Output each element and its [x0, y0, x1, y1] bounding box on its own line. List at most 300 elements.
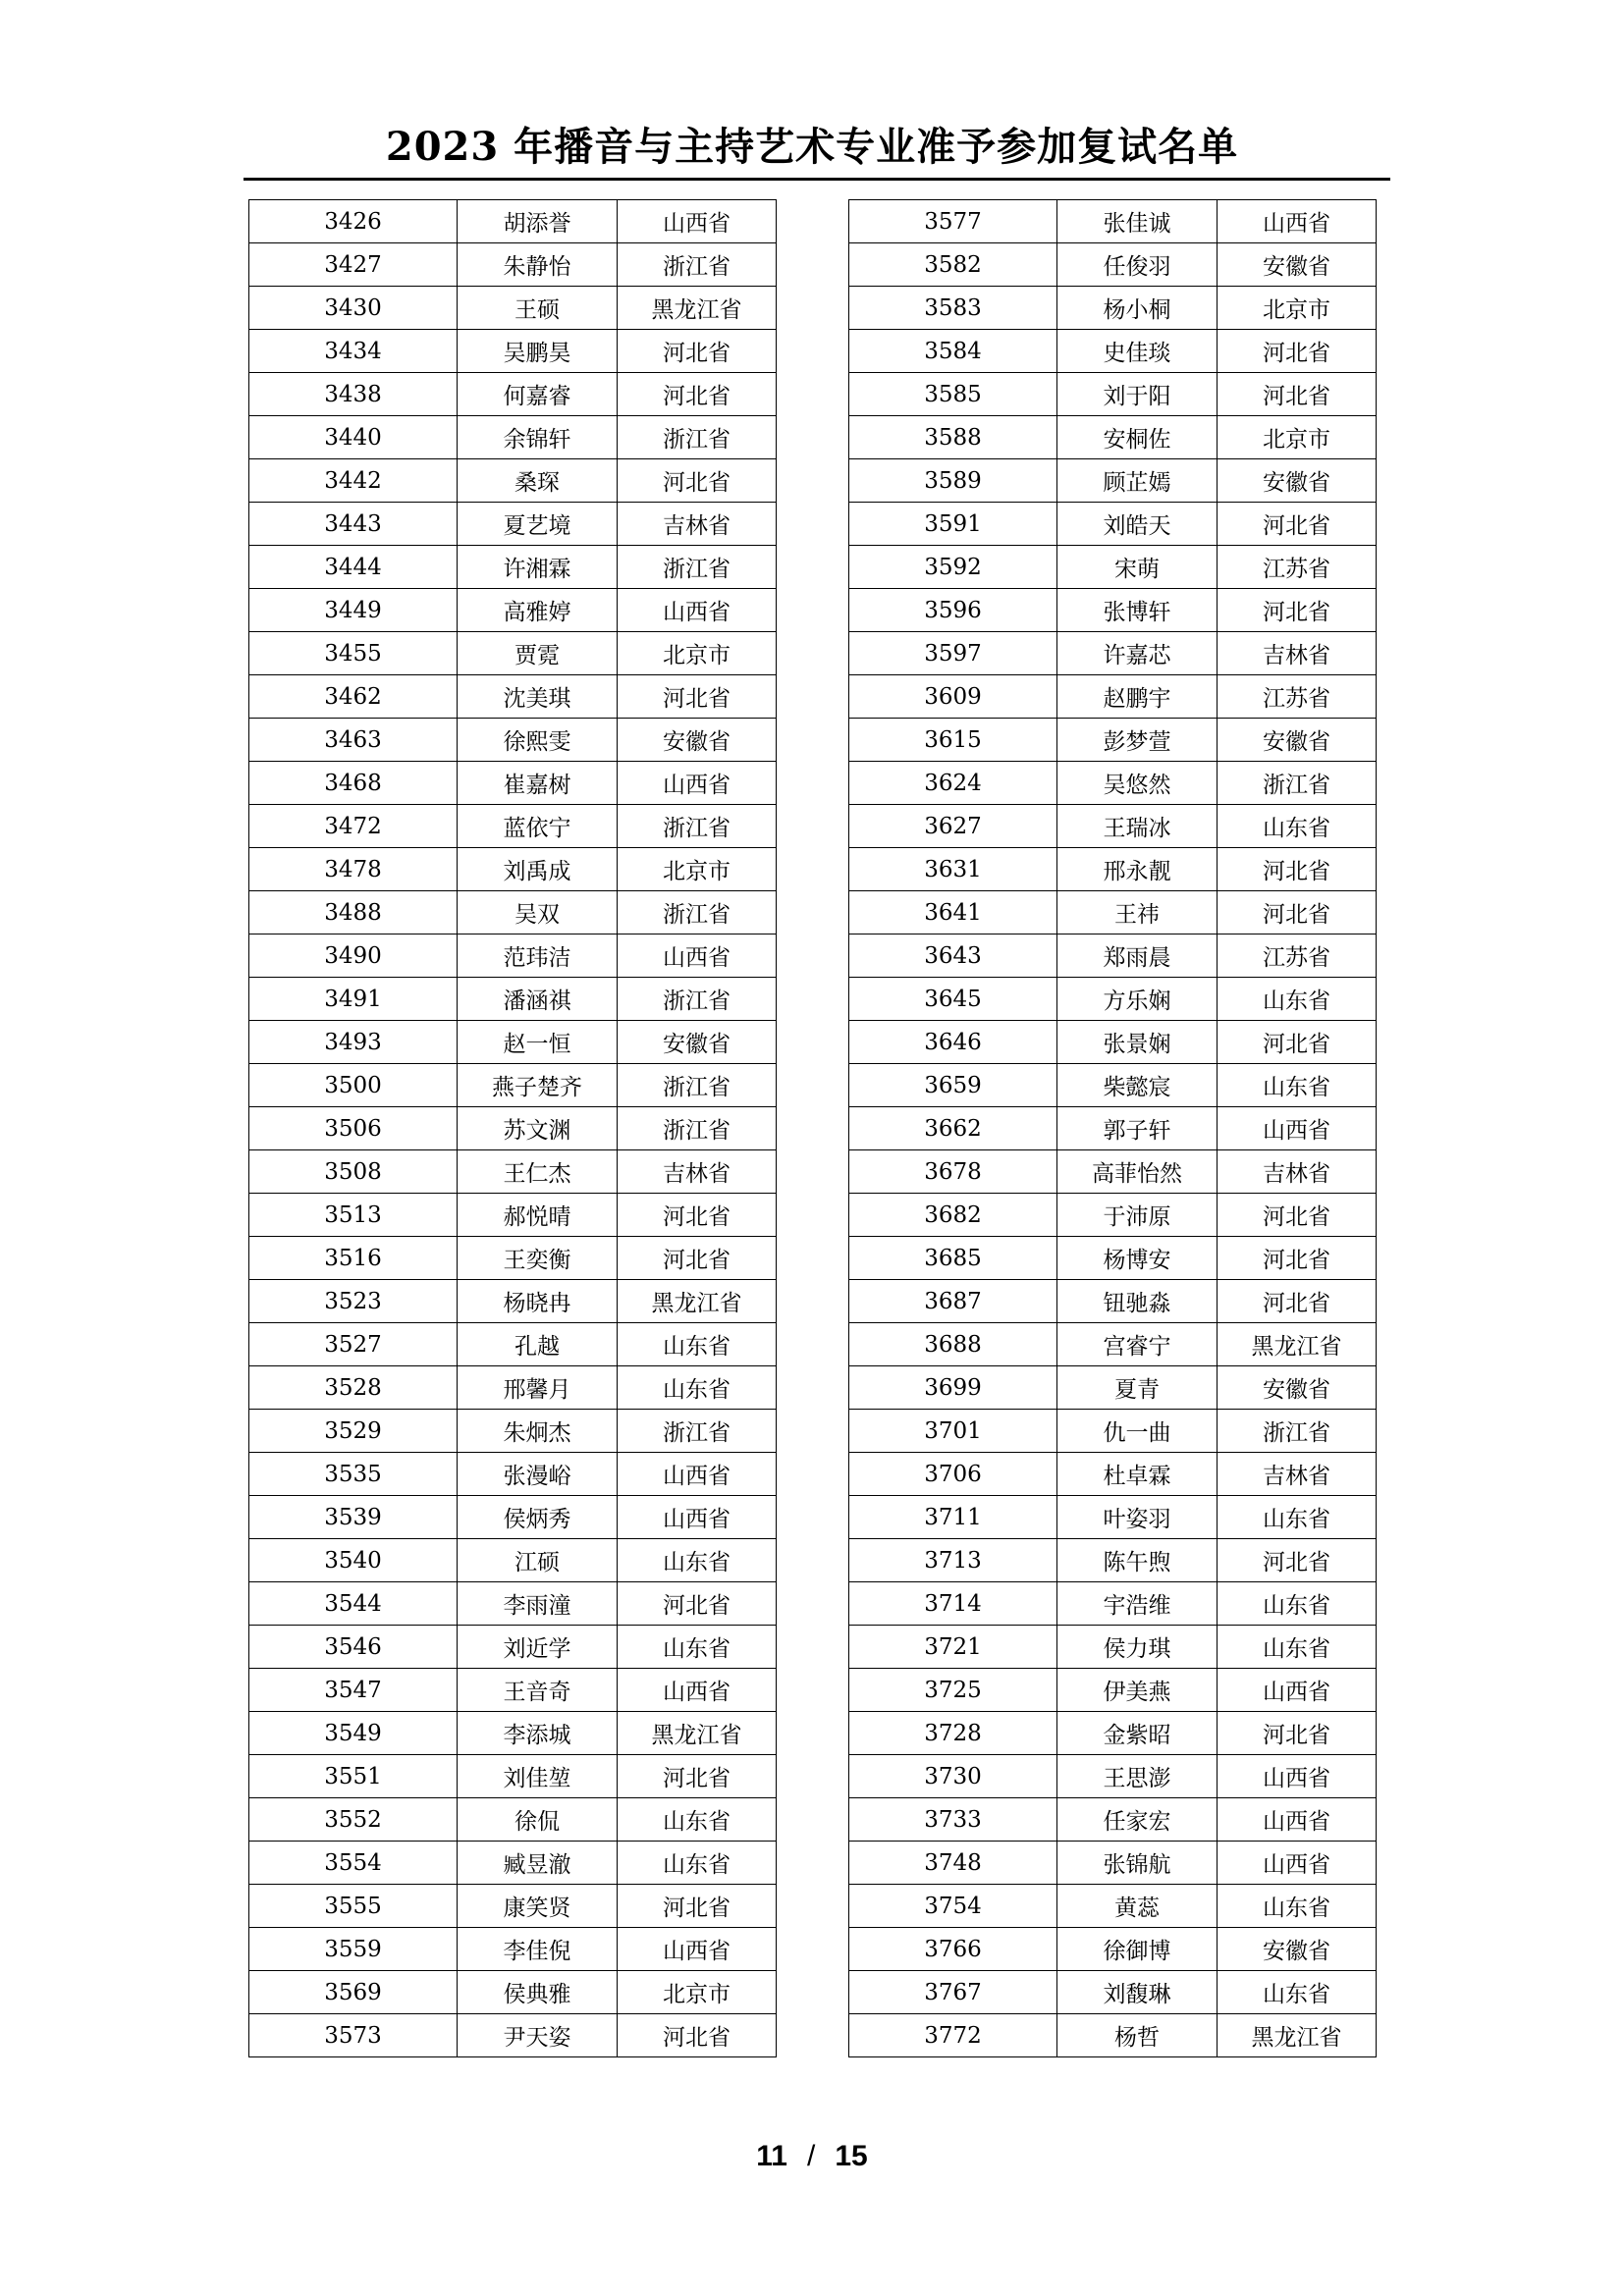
candidate-name-cell: 于沛原	[1057, 1194, 1218, 1237]
table-row	[249, 589, 777, 632]
table-row	[249, 1712, 777, 1755]
candidate-table-left	[248, 199, 777, 2057]
candidate-id-cell: 3687	[849, 1280, 1057, 1323]
table-row	[849, 1323, 1377, 1366]
candidate-id-cell: 3627	[849, 805, 1057, 848]
candidate-id-cell: 3559	[249, 1928, 458, 1971]
candidate-id-cell: 3434	[249, 330, 458, 373]
candidate-id-cell: 3462	[249, 675, 458, 719]
candidate-name-cell: 许湘霖	[458, 546, 618, 589]
candidate-province-cell: 北京市	[1218, 416, 1377, 459]
candidate-province-cell: 黑龙江省	[618, 1712, 777, 1755]
candidate-name-cell: 任家宏	[1057, 1798, 1218, 1842]
candidate-name-cell: 王硕	[458, 287, 618, 330]
table-row	[849, 1885, 1377, 1928]
candidate-province-cell: 北京市	[618, 632, 777, 675]
candidate-province-cell: 山东省	[618, 1626, 777, 1669]
candidate-name-cell: 邢永靓	[1057, 848, 1218, 891]
candidate-province-cell: 北京市	[1218, 287, 1377, 330]
candidate-province-cell: 河北省	[618, 1885, 777, 1928]
table-row	[249, 1194, 777, 1237]
candidate-id-cell: 3643	[849, 934, 1057, 978]
candidate-id-cell: 3725	[849, 1669, 1057, 1712]
candidate-name-cell: 刘馥琳	[1057, 1971, 1218, 2014]
candidate-id-cell: 3549	[249, 1712, 458, 1755]
candidate-name-cell: 崔嘉树	[458, 762, 618, 805]
candidate-name-cell: 桑琛	[458, 459, 618, 503]
candidate-name-cell: 余锦轩	[458, 416, 618, 459]
table-row	[249, 1539, 777, 1582]
table-row	[249, 1323, 777, 1366]
candidate-province-cell: 河北省	[1218, 1021, 1377, 1064]
candidate-id-cell: 3713	[849, 1539, 1057, 1582]
candidate-id-cell: 3685	[849, 1237, 1057, 1280]
candidate-id-cell: 3488	[249, 891, 458, 934]
candidate-name-cell: 夏艺境	[458, 503, 618, 546]
candidate-name-cell: 江硕	[458, 1539, 618, 1582]
table-row	[849, 459, 1377, 503]
candidate-name-cell: 许嘉芯	[1057, 632, 1218, 675]
candidate-id-cell: 3472	[249, 805, 458, 848]
candidate-id-cell: 3714	[849, 1582, 1057, 1626]
table-row	[849, 1842, 1377, 1885]
candidate-name-cell: 潘涵祺	[458, 978, 618, 1021]
candidate-name-cell: 徐御博	[1057, 1928, 1218, 1971]
candidate-id-cell: 3426	[249, 200, 458, 243]
candidate-name-cell: 任俊羽	[1057, 243, 1218, 287]
candidate-province-cell: 吉林省	[1218, 632, 1377, 675]
candidate-name-cell: 安桐佐	[1057, 416, 1218, 459]
candidate-name-cell: 苏文渊	[458, 1107, 618, 1150]
table-row	[849, 1194, 1377, 1237]
candidate-id-cell: 3493	[249, 1021, 458, 1064]
candidate-id-cell: 3442	[249, 459, 458, 503]
candidate-name-cell: 郑雨晨	[1057, 934, 1218, 978]
candidate-province-cell: 河北省	[1218, 503, 1377, 546]
table-row	[249, 1798, 777, 1842]
candidate-province-cell: 山东省	[618, 1798, 777, 1842]
table-row	[249, 1885, 777, 1928]
table-row	[849, 675, 1377, 719]
candidate-id-cell: 3506	[249, 1107, 458, 1150]
candidate-id-cell: 3527	[249, 1323, 458, 1366]
table-row	[849, 1021, 1377, 1064]
candidate-name-cell: 吴悠然	[1057, 762, 1218, 805]
candidate-id-cell: 3615	[849, 719, 1057, 762]
table-row	[849, 2014, 1377, 2057]
table-row	[249, 1669, 777, 1712]
candidate-id-cell: 3699	[849, 1366, 1057, 1410]
candidate-name-cell: 张漫峪	[458, 1453, 618, 1496]
table-row	[249, 416, 777, 459]
table-row	[249, 459, 777, 503]
candidate-name-cell: 侯典雅	[458, 1971, 618, 2014]
table-row	[249, 1626, 777, 1669]
candidate-name-cell: 吴双	[458, 891, 618, 934]
candidate-province-cell: 山东省	[618, 1842, 777, 1885]
table-row	[849, 1798, 1377, 1842]
candidate-id-cell: 3551	[249, 1755, 458, 1798]
candidate-name-cell: 宇浩维	[1057, 1582, 1218, 1626]
page-current: 11	[756, 2140, 787, 2172]
candidate-id-cell: 3478	[249, 848, 458, 891]
table-row	[849, 848, 1377, 891]
table-row	[849, 891, 1377, 934]
candidate-name-cell: 杨哲	[1057, 2014, 1218, 2057]
candidate-id-cell: 3766	[849, 1928, 1057, 1971]
table-row	[249, 1755, 777, 1798]
candidate-province-cell: 山东省	[1218, 1885, 1377, 1928]
candidate-name-cell: 叶姿羽	[1057, 1496, 1218, 1539]
candidate-province-cell: 山东省	[618, 1323, 777, 1366]
table-row	[849, 1410, 1377, 1453]
page-total: 15	[835, 2140, 868, 2172]
candidate-province-cell: 河北省	[618, 1237, 777, 1280]
candidate-province-cell: 山西省	[618, 1453, 777, 1496]
candidate-id-cell: 3748	[849, 1842, 1057, 1885]
table-row	[849, 1107, 1377, 1150]
candidate-province-cell: 安徽省	[1218, 459, 1377, 503]
candidate-name-cell: 徐侃	[458, 1798, 618, 1842]
table-row	[249, 1021, 777, 1064]
candidate-name-cell: 李佳倪	[458, 1928, 618, 1971]
candidate-province-cell: 河北省	[618, 330, 777, 373]
table-row	[849, 1237, 1377, 1280]
candidate-name-cell: 杜卓霖	[1057, 1453, 1218, 1496]
candidate-province-cell: 黑龙江省	[1218, 1323, 1377, 1366]
candidate-province-cell: 浙江省	[618, 805, 777, 848]
candidate-name-cell: 刘佳堃	[458, 1755, 618, 1798]
candidate-name-cell: 郭子轩	[1057, 1107, 1218, 1150]
candidate-province-cell: 浙江省	[618, 1410, 777, 1453]
table-row	[249, 934, 777, 978]
candidate-province-cell: 河北省	[618, 2014, 777, 2057]
candidate-id-cell: 3546	[249, 1626, 458, 1669]
candidate-name-cell: 吴鹏昊	[458, 330, 618, 373]
candidate-id-cell: 3688	[849, 1323, 1057, 1366]
candidate-id-cell: 3662	[849, 1107, 1057, 1150]
table-row	[249, 373, 777, 416]
table-row	[849, 1150, 1377, 1194]
candidate-id-cell: 3491	[249, 978, 458, 1021]
candidate-province-cell: 浙江省	[1218, 1410, 1377, 1453]
candidate-name-cell: 王瑞冰	[1057, 805, 1218, 848]
candidate-province-cell: 安徽省	[1218, 1928, 1377, 1971]
candidate-id-cell: 3588	[849, 416, 1057, 459]
candidate-id-cell: 3552	[249, 1798, 458, 1842]
candidate-name-cell: 伊美燕	[1057, 1669, 1218, 1712]
candidate-province-cell: 浙江省	[618, 416, 777, 459]
table-row	[249, 719, 777, 762]
candidate-name-cell: 史佳琰	[1057, 330, 1218, 373]
table-row	[849, 546, 1377, 589]
candidate-id-cell: 3730	[849, 1755, 1057, 1798]
candidate-province-cell: 河北省	[1218, 848, 1377, 891]
candidate-name-cell: 沈美琪	[458, 675, 618, 719]
table-row	[249, 1150, 777, 1194]
candidate-name-cell: 宫睿宁	[1057, 1323, 1218, 1366]
table-row	[249, 1366, 777, 1410]
candidate-name-cell: 方乐娴	[1057, 978, 1218, 1021]
candidate-id-cell: 3584	[849, 330, 1057, 373]
table-row	[249, 546, 777, 589]
candidate-province-cell: 河北省	[618, 459, 777, 503]
candidate-id-cell: 3438	[249, 373, 458, 416]
candidate-province-cell: 山西省	[618, 762, 777, 805]
table-row	[249, 848, 777, 891]
candidate-province-cell: 河北省	[618, 1194, 777, 1237]
candidate-province-cell: 河北省	[1218, 1280, 1377, 1323]
candidate-province-cell: 吉林省	[618, 1150, 777, 1194]
table-row	[249, 1928, 777, 1971]
candidate-province-cell: 河北省	[1218, 373, 1377, 416]
candidate-name-cell: 范玮洁	[458, 934, 618, 978]
candidate-name-cell: 赵一恒	[458, 1021, 618, 1064]
table-row	[849, 1755, 1377, 1798]
candidate-name-cell: 王祎	[1057, 891, 1218, 934]
table-row	[249, 632, 777, 675]
candidate-id-cell: 3555	[249, 1885, 458, 1928]
candidate-province-cell: 浙江省	[618, 546, 777, 589]
candidate-province-cell: 山西省	[1218, 1669, 1377, 1712]
candidate-id-cell: 3535	[249, 1453, 458, 1496]
table-row	[849, 1669, 1377, 1712]
candidate-province-cell: 安徽省	[618, 719, 777, 762]
candidate-id-cell: 3733	[849, 1798, 1057, 1842]
candidate-id-cell: 3513	[249, 1194, 458, 1237]
candidate-province-cell: 河北省	[618, 675, 777, 719]
candidate-province-cell: 浙江省	[1218, 762, 1377, 805]
candidate-province-cell: 河北省	[1218, 1194, 1377, 1237]
table-row	[249, 243, 777, 287]
table-row	[249, 1280, 777, 1323]
candidate-province-cell: 山西省	[618, 589, 777, 632]
candidate-name-cell: 钮驰淼	[1057, 1280, 1218, 1323]
candidate-id-cell: 3609	[849, 675, 1057, 719]
table-row	[849, 1496, 1377, 1539]
table-row	[249, 287, 777, 330]
table-row	[249, 1453, 777, 1496]
candidate-province-cell: 山东省	[1218, 1064, 1377, 1107]
candidate-id-cell: 3528	[249, 1366, 458, 1410]
candidate-name-cell: 康笑贤	[458, 1885, 618, 1928]
candidate-id-cell: 3577	[849, 200, 1057, 243]
table-row	[849, 805, 1377, 848]
candidate-name-cell: 高雅婷	[458, 589, 618, 632]
candidate-province-cell: 江苏省	[1218, 546, 1377, 589]
candidate-name-cell: 陈午煦	[1057, 1539, 1218, 1582]
table-row	[249, 1237, 777, 1280]
candidate-province-cell: 安徽省	[1218, 1366, 1377, 1410]
candidate-id-cell: 3641	[849, 891, 1057, 934]
candidate-province-cell: 山东省	[1218, 1971, 1377, 2014]
candidate-name-cell: 高菲怡然	[1057, 1150, 1218, 1194]
page-separator: /	[807, 2140, 816, 2172]
candidate-name-cell: 刘皓天	[1057, 503, 1218, 546]
candidate-name-cell: 蓝依宁	[458, 805, 618, 848]
candidate-name-cell: 张景娴	[1057, 1021, 1218, 1064]
candidate-id-cell: 3631	[849, 848, 1057, 891]
candidate-id-cell: 3592	[849, 546, 1057, 589]
candidate-table-right	[848, 199, 1377, 2057]
table-row	[849, 287, 1377, 330]
candidate-name-cell: 宋萌	[1057, 546, 1218, 589]
candidate-name-cell: 刘近学	[458, 1626, 618, 1669]
table-row	[849, 1928, 1377, 1971]
candidate-id-cell: 3772	[849, 2014, 1057, 2057]
candidate-name-cell: 胡添誉	[458, 200, 618, 243]
table-row	[249, 675, 777, 719]
candidate-province-cell: 山西省	[1218, 1107, 1377, 1150]
candidate-id-cell: 3449	[249, 589, 458, 632]
candidate-province-cell: 浙江省	[618, 1107, 777, 1150]
candidate-name-cell: 燕子楚齐	[458, 1064, 618, 1107]
table-row	[249, 1410, 777, 1453]
candidate-province-cell: 安徽省	[1218, 243, 1377, 287]
candidate-id-cell: 3539	[249, 1496, 458, 1539]
candidate-name-cell: 李雨潼	[458, 1582, 618, 1626]
candidate-id-cell: 3728	[849, 1712, 1057, 1755]
candidate-id-cell: 3659	[849, 1064, 1057, 1107]
table-row	[849, 1064, 1377, 1107]
candidate-id-cell: 3523	[249, 1280, 458, 1323]
candidate-name-cell: 王奕衡	[458, 1237, 618, 1280]
table-row	[849, 762, 1377, 805]
candidate-province-cell: 浙江省	[618, 243, 777, 287]
candidate-name-cell: 侯炳秀	[458, 1496, 618, 1539]
table-row	[849, 243, 1377, 287]
candidate-province-cell: 山东省	[1218, 978, 1377, 1021]
page-number	[0, 2140, 1624, 2173]
table-row	[249, 1064, 777, 1107]
candidate-province-cell: 黑龙江省	[618, 1280, 777, 1323]
candidate-id-cell: 3624	[849, 762, 1057, 805]
candidate-province-cell: 山西省	[618, 1928, 777, 1971]
candidate-id-cell: 3678	[849, 1150, 1057, 1194]
candidate-province-cell: 安徽省	[618, 1021, 777, 1064]
candidate-name-cell: 王思澎	[1057, 1755, 1218, 1798]
candidate-province-cell: 山东省	[618, 1539, 777, 1582]
candidate-province-cell: 山东省	[1218, 1496, 1377, 1539]
candidate-name-cell: 何嘉睿	[458, 373, 618, 416]
table-row	[849, 1971, 1377, 2014]
candidate-province-cell: 浙江省	[618, 978, 777, 1021]
candidate-id-cell: 3583	[849, 287, 1057, 330]
candidate-name-cell: 朱炯杰	[458, 1410, 618, 1453]
table-row	[849, 1366, 1377, 1410]
candidate-id-cell: 3455	[249, 632, 458, 675]
candidate-province-cell: 山西省	[1218, 1798, 1377, 1842]
table-row	[849, 1626, 1377, 1669]
table-row	[849, 719, 1377, 762]
table-row	[849, 330, 1377, 373]
candidate-province-cell: 江苏省	[1218, 934, 1377, 978]
candidate-name-cell: 杨小桐	[1057, 287, 1218, 330]
candidate-id-cell: 3490	[249, 934, 458, 978]
candidate-id-cell: 3721	[849, 1626, 1057, 1669]
candidate-province-cell: 山西省	[1218, 1842, 1377, 1885]
candidate-province-cell: 浙江省	[618, 1064, 777, 1107]
table-row	[249, 330, 777, 373]
candidate-name-cell: 黄蕊	[1057, 1885, 1218, 1928]
candidate-province-cell: 山东省	[1218, 1626, 1377, 1669]
candidate-id-cell: 3767	[849, 1971, 1057, 2014]
candidate-province-cell: 山东省	[618, 1366, 777, 1410]
candidate-name-cell: 朱静怡	[458, 243, 618, 287]
candidate-name-cell: 侯力琪	[1057, 1626, 1218, 1669]
table-row	[249, 891, 777, 934]
candidate-province-cell: 山西省	[618, 1669, 777, 1712]
candidate-name-cell: 柴懿宸	[1057, 1064, 1218, 1107]
candidate-id-cell: 3430	[249, 287, 458, 330]
candidate-id-cell: 3529	[249, 1410, 458, 1453]
candidate-province-cell: 山西省	[1218, 1755, 1377, 1798]
candidate-id-cell: 3443	[249, 503, 458, 546]
candidate-name-cell: 张博轩	[1057, 589, 1218, 632]
table-row	[849, 416, 1377, 459]
table-row	[849, 589, 1377, 632]
table-row	[849, 934, 1377, 978]
candidate-id-cell: 3711	[849, 1496, 1057, 1539]
candidate-id-cell: 3596	[849, 589, 1057, 632]
table-row	[849, 503, 1377, 546]
table-row	[849, 978, 1377, 1021]
candidate-province-cell: 山西省	[618, 200, 777, 243]
candidate-name-cell: 李添城	[458, 1712, 618, 1755]
candidate-name-cell: 夏青	[1057, 1366, 1218, 1410]
candidate-id-cell: 3554	[249, 1842, 458, 1885]
candidate-name-cell: 王仁杰	[458, 1150, 618, 1194]
table-row	[849, 1712, 1377, 1755]
candidate-province-cell: 河北省	[1218, 891, 1377, 934]
table-row	[249, 1582, 777, 1626]
candidate-id-cell: 3500	[249, 1064, 458, 1107]
candidate-id-cell: 3516	[249, 1237, 458, 1280]
candidate-province-cell: 黑龙江省	[1218, 2014, 1377, 2057]
candidate-name-cell: 张佳诚	[1057, 200, 1218, 243]
candidate-name-cell: 郝悦晴	[458, 1194, 618, 1237]
candidate-id-cell: 3646	[849, 1021, 1057, 1064]
candidate-id-cell: 3597	[849, 632, 1057, 675]
candidate-province-cell: 河北省	[1218, 330, 1377, 373]
table-row	[849, 1582, 1377, 1626]
candidate-province-cell: 安徽省	[1218, 719, 1377, 762]
candidate-name-cell: 徐熙雯	[458, 719, 618, 762]
title-divider	[244, 178, 1390, 181]
candidate-name-cell: 刘禹成	[458, 848, 618, 891]
table-row	[849, 1453, 1377, 1496]
candidate-id-cell: 3547	[249, 1669, 458, 1712]
candidate-province-cell: 河北省	[618, 1755, 777, 1798]
candidate-id-cell: 3706	[849, 1453, 1057, 1496]
candidate-province-cell: 河北省	[618, 373, 777, 416]
table-row	[249, 1496, 777, 1539]
candidate-name-cell: 杨晓冉	[458, 1280, 618, 1323]
candidate-id-cell: 3582	[849, 243, 1057, 287]
candidate-name-cell: 王音奇	[458, 1669, 618, 1712]
candidate-id-cell: 3682	[849, 1194, 1057, 1237]
candidate-id-cell: 3645	[849, 978, 1057, 1021]
candidate-name-cell: 彭梦萱	[1057, 719, 1218, 762]
candidate-province-cell: 河北省	[618, 1582, 777, 1626]
candidate-name-cell: 臧昱澈	[458, 1842, 618, 1885]
candidate-province-cell: 山东省	[1218, 1582, 1377, 1626]
candidate-id-cell: 3540	[249, 1539, 458, 1582]
candidate-name-cell: 张锦航	[1057, 1842, 1218, 1885]
candidate-province-cell: 河北省	[1218, 1237, 1377, 1280]
candidate-province-cell: 北京市	[618, 1971, 777, 2014]
candidate-name-cell: 赵鹏宇	[1057, 675, 1218, 719]
